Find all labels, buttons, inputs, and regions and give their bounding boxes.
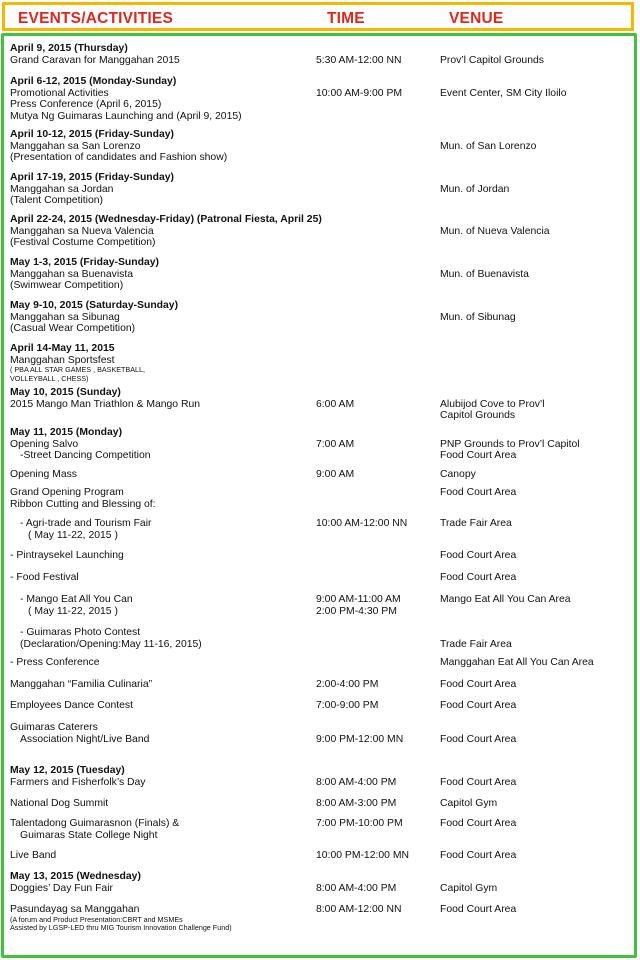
venue-text: Trade Fair Area — [440, 518, 512, 529]
event-cell — [10, 343, 310, 383]
venue-cell — [440, 850, 630, 862]
event-cell — [10, 550, 310, 562]
event-text: Manggahan “Familia Culinaria” — [10, 679, 153, 690]
time-column-header: TIME — [327, 10, 365, 27]
event-text: National Dog Summit — [10, 798, 109, 809]
event-cell — [10, 627, 310, 650]
time-cell — [316, 469, 438, 481]
event-date: April 22-24, 2015 (Wednesday-Friday) (Patronal Fiesta, April 25) — [10, 214, 322, 225]
venue-cell — [440, 777, 630, 789]
venue-cell — [440, 798, 630, 810]
venue-text: Mun. of Sibunag — [440, 311, 516, 323]
venue-cell — [440, 226, 630, 238]
venue-text: Food Court Area — [440, 487, 517, 498]
event-text: ( May 11-22, 2015 ) — [28, 605, 118, 617]
event-text: Manggahan sa San Lorenzo — [10, 140, 141, 152]
venue-cell — [440, 657, 630, 669]
venue-cell — [440, 883, 630, 895]
venue-cell — [440, 88, 630, 100]
venue-text: Food Court Area — [440, 904, 517, 915]
event-cell — [10, 904, 310, 933]
event-text: Manggahan sa Sibunag — [10, 311, 120, 323]
event-text: Guimaras Caterers — [10, 722, 98, 733]
time-text: 9:00 AM-11:00 AM — [316, 594, 401, 605]
time-text: 7:00-9:00 PM — [316, 700, 379, 711]
venue-text — [440, 722, 630, 734]
venue-cell — [440, 818, 630, 830]
time-text: 7:00 AM — [316, 438, 355, 450]
venue-cell — [440, 518, 630, 530]
event-cell — [10, 469, 310, 481]
event-text: - Pintraysekel Launching — [10, 550, 124, 561]
event-date: April 10-12, 2015 (Friday-Sunday) — [10, 129, 174, 140]
venue-cell — [440, 269, 630, 281]
event-text: Manggahan sa Nueva Valencia — [10, 225, 154, 237]
event-note: VOLLEYBALL , CHESS) — [10, 373, 89, 383]
venue-cell — [440, 594, 630, 606]
venue-text: Prov’l Capitol Grounds — [440, 54, 544, 66]
event-text: Pasundayag sa Manggahan — [10, 904, 140, 915]
time-text: 2:00-4:00 PM — [316, 679, 379, 690]
event-text: Live Band — [10, 850, 57, 861]
event-text: Talentadong Guimarasnon (Finals) & — [10, 818, 180, 829]
event-text: Doggies’ Day Fun Fair — [10, 882, 113, 894]
venue-cell — [440, 312, 630, 324]
event-date: April 9, 2015 (Thursday) — [10, 43, 128, 54]
event-text: Association Night/Live Band — [20, 733, 150, 745]
event-text: Grand Caravan for Manggahan 2015 — [10, 54, 180, 66]
event-cell — [10, 518, 310, 541]
venue-text: Mun. of Nueva Valencia — [440, 225, 550, 237]
event-cell — [10, 427, 310, 462]
time-text: 8:00 AM-4:00 PM — [316, 882, 397, 894]
event-text: ( May 11-22, 2015 ) — [28, 529, 118, 541]
event-text: -Street Dancing Competition — [20, 450, 151, 462]
time-text: 8:00 AM-12:00 NN — [316, 904, 402, 915]
event-date: April 17-19, 2015 (Friday-Sunday) — [10, 172, 174, 183]
event-date: May 13, 2015 (Wednesday) — [10, 871, 141, 882]
event-cell — [10, 679, 310, 691]
event-cell — [10, 76, 310, 122]
time-cell — [316, 88, 438, 100]
event-date: May 1-3, 2015 (Friday-Sunday) — [10, 257, 159, 268]
venue-cell — [440, 722, 630, 745]
event-cell — [10, 850, 310, 862]
venue-text: Mun. of Buenavista — [440, 268, 529, 280]
event-text: - Mango Eat All You Can — [20, 594, 133, 605]
event-cell — [10, 594, 310, 617]
time-text: 5:30 AM-12:00 NN — [316, 54, 402, 66]
event-cell — [10, 129, 310, 164]
event-text: (Presentation of candidates and Fashion show) — [10, 152, 228, 164]
time-text: 10:00 AM-12:00 NN — [316, 518, 408, 529]
time-cell — [316, 904, 438, 916]
time-cell — [316, 700, 438, 712]
venue-text: Capitol Gym — [440, 882, 498, 894]
venue-text: Food Court Area — [440, 550, 517, 561]
venue-text: Capitol Gym — [440, 798, 498, 809]
venue-text: Trade Fair Area — [440, 638, 512, 650]
venue-cell — [440, 439, 630, 462]
event-cell — [10, 818, 310, 841]
venue-text: Event Center, SM City Iloilo — [440, 87, 567, 99]
venue-cell — [440, 904, 630, 916]
venue-text: Food Court Area — [440, 450, 517, 462]
event-text: (Swimwear Competition) — [10, 280, 124, 292]
event-text: - Guimaras Photo Contest — [20, 627, 141, 638]
venue-text: Food Court Area — [440, 850, 517, 861]
venue-cell — [440, 679, 630, 691]
venue-text: Mun. of Jordan — [440, 183, 510, 195]
event-cell — [10, 871, 310, 894]
event-text: - Food Festival — [10, 572, 79, 583]
time-text: 6:00 AM — [316, 398, 355, 410]
event-text: Ribbon Cutting and Blessing of: — [10, 498, 156, 510]
event-text: (Festival Costume Competition) — [10, 237, 156, 249]
venue-cell — [440, 627, 630, 650]
time-text — [316, 722, 438, 734]
time-text: 9:00 PM-12:00 MN — [316, 733, 404, 745]
time-text: 10:00 AM-9:00 PM — [316, 87, 403, 99]
venue-text: PNP Grounds to Prov’l Capitol — [440, 438, 580, 450]
time-cell — [316, 722, 438, 745]
event-cell — [10, 300, 310, 335]
event-text: Promotional Activities — [10, 87, 109, 99]
time-cell — [316, 399, 438, 411]
event-cell — [10, 214, 322, 249]
event-text: Opening Salvo — [10, 438, 79, 450]
time-text: 9:00 AM — [316, 469, 355, 480]
time-cell — [316, 679, 438, 691]
venue-text: Food Court Area — [440, 679, 517, 690]
event-cell — [10, 387, 310, 410]
venue-text: Capitol Grounds — [440, 410, 516, 422]
venue-text: Mun. of San Lorenzo — [440, 140, 537, 152]
event-cell — [10, 487, 310, 510]
venue-text: Alubijod Cove to Prov’l — [440, 398, 545, 410]
event-text: - Agri-trade and Tourism Fair — [20, 518, 152, 529]
events-column-header: EVENTS/ACTIVITIES — [18, 10, 173, 27]
venue-text: Mango Eat All You Can Area — [440, 594, 571, 605]
event-text: Farmers and Fisherfolk’s Day — [10, 776, 146, 788]
event-text: Employees Dance Contest — [10, 700, 134, 711]
event-cell — [10, 657, 310, 669]
event-cell — [10, 172, 310, 207]
event-date: May 12, 2015 (Tuesday) — [10, 765, 125, 776]
venue-cell — [440, 141, 630, 153]
event-date: May 9-10, 2015 (Saturday-Sunday) — [10, 300, 179, 311]
event-cell — [10, 700, 310, 712]
time-cell — [316, 798, 438, 810]
event-note: ( PBA ALL STAR GAMES , BASKETBALL, — [10, 365, 146, 375]
venue-cell — [440, 184, 630, 196]
event-cell — [10, 572, 310, 584]
event-text: Mutya Ng Guimaras Launching and (April 9, 2015) — [10, 110, 242, 122]
event-text: (Declaration/Opening:May 11-16, 2015) — [20, 638, 202, 650]
event-text: 2015 Mango Man Triathlon & Mango Run — [10, 398, 201, 410]
header-bar — [2, 2, 634, 31]
venue-cell — [440, 399, 630, 422]
venue-text: Food Court Area — [440, 733, 517, 745]
venue-cell — [440, 55, 630, 67]
event-cell — [10, 257, 310, 292]
time-text: 8:00 AM-4:00 PM — [316, 776, 397, 788]
venue-text: Food Court Area — [440, 700, 517, 711]
time-text: 2:00 PM-4:30 PM — [316, 605, 397, 617]
event-text: Press Conference (April 6, 2015) — [10, 99, 162, 111]
time-cell — [316, 777, 438, 789]
time-cell — [316, 439, 438, 451]
venue-cell — [440, 550, 630, 562]
event-text: (Talent Competition) — [10, 195, 103, 207]
event-text: Grand Opening Program — [10, 487, 124, 498]
time-cell — [316, 850, 438, 862]
event-text: Manggahan sa Jordan — [10, 183, 114, 195]
event-cell — [10, 43, 310, 66]
time-cell — [316, 818, 438, 830]
venue-cell — [440, 469, 630, 481]
venue-cell — [440, 700, 630, 712]
venue-text — [440, 627, 630, 639]
venue-text: Food Court Area — [440, 818, 517, 829]
event-text: Manggahan Sportsfest — [10, 354, 115, 366]
event-date: April 6-12, 2015 (Monday-Sunday) — [10, 76, 177, 87]
venue-text: Canopy — [440, 469, 476, 480]
venue-text: Food Court Area — [440, 776, 517, 788]
time-cell — [316, 594, 438, 617]
event-cell — [10, 765, 310, 788]
time-cell — [316, 883, 438, 895]
venue-cell — [440, 572, 630, 584]
venue-column-header: VENUE — [449, 10, 504, 27]
event-note: (A forum and Product Presentation:CBRT and MSMEs — [10, 914, 183, 924]
time-cell — [316, 55, 438, 67]
venue-text: Manggahan Eat All You Can Area — [440, 657, 594, 668]
venue-text: Food Court Area — [440, 572, 517, 583]
time-cell — [316, 518, 438, 530]
event-text: (Casual Wear Competition) — [10, 323, 136, 335]
event-date: May 10, 2015 (Sunday) — [10, 387, 121, 398]
time-text: 8:00 AM-3:00 PM — [316, 798, 397, 809]
time-text: 7:00 PM-10:00 PM — [316, 818, 403, 829]
event-cell — [10, 722, 310, 745]
event-text: Guimaras State College Night — [20, 829, 158, 841]
event-note: Assisted by LGSP-LED thru MIG Tourism Innovation Challenge Fund) — [10, 923, 232, 933]
event-text: Opening Mass — [10, 469, 77, 480]
event-text: - Press Conference — [10, 657, 100, 668]
event-date: May 11, 2015 (Monday) — [10, 427, 123, 438]
event-date: April 14-May 11, 2015 — [10, 343, 115, 354]
event-cell — [10, 798, 310, 810]
time-text: 10:00 PM-12:00 MN — [316, 850, 409, 861]
event-text: Manggahan sa Buenavista — [10, 268, 134, 280]
venue-cell — [440, 487, 630, 499]
